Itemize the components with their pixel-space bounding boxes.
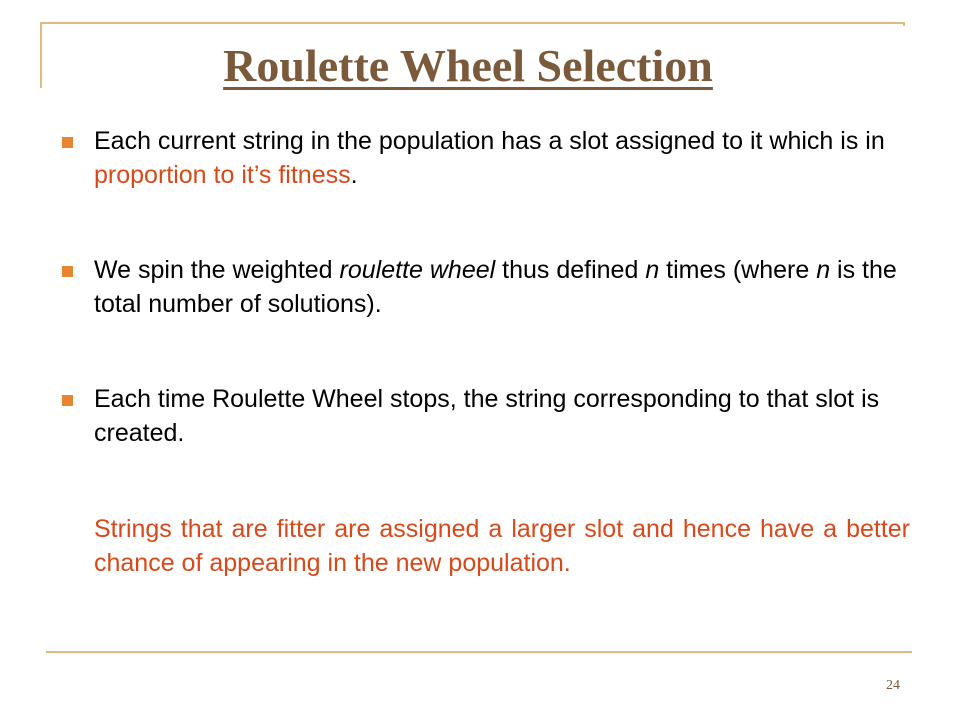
bullet-1-text: Each current string in the population has a slot assigned to it which is in — [94, 127, 885, 155]
highlight-note: Strings that are fitter are assigned a larger slot and hence have a better chance of appearing in the new population. — [94, 515, 910, 577]
bullet-2-term-roulette: roulette wheel — [339, 256, 496, 284]
bullet-2-var-n: n — [645, 256, 660, 284]
slide-title: Roulette Wheel Selection — [223, 40, 713, 91]
bullet-1-period: . — [350, 161, 358, 189]
bullet-2-text-d: is the total number of solutions). — [94, 256, 897, 318]
bullet-3-text: Each time Roulette Wheel stops, the string corresponding to that slot is created. — [94, 385, 880, 447]
top-frame-line — [40, 22, 904, 24]
bullet-2-text-b: thus defined — [495, 256, 646, 284]
bullet-2-var-n-2: n — [816, 256, 831, 284]
bullet-text-1 — [94, 124, 912, 192]
bullet-text-3 — [94, 382, 912, 450]
right-frame-tick — [903, 22, 905, 26]
bullet-marker-icon — [62, 395, 73, 406]
footer-divider — [46, 651, 912, 653]
bullet-1-highlight: proportion to it’s fitness — [94, 161, 351, 189]
bullet-marker-icon — [62, 137, 73, 148]
page-number: 24 — [886, 678, 900, 693]
bullet-text-2 — [94, 253, 912, 321]
bullet-2-text-c: times (where — [659, 256, 817, 284]
bullet-marker-icon — [62, 266, 73, 277]
bullet-2-text-a: We spin the weighted — [94, 256, 340, 284]
